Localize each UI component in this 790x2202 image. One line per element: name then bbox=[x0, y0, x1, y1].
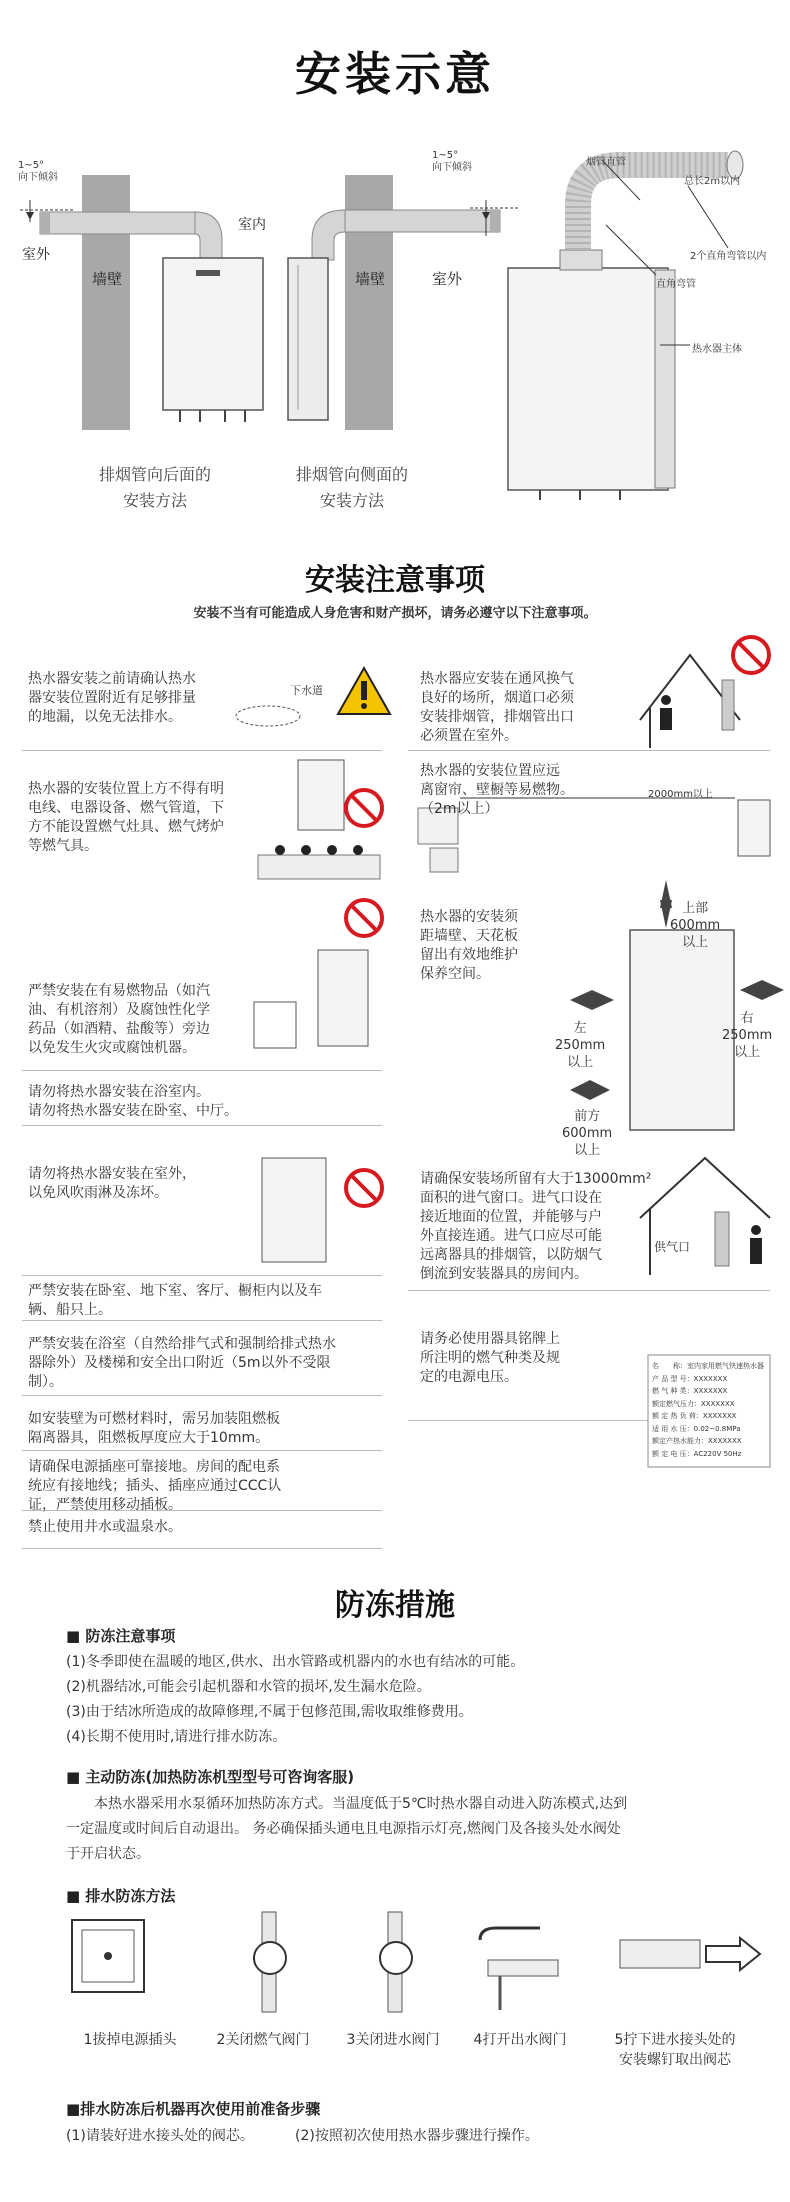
indoor-label: 室内 bbox=[238, 217, 266, 233]
precaution-stairs: 严禁安装在浴室（自然给排气式和强制给排式热水 器除外）及楼梯和安全出口附近（5m以外不受限 制）。 bbox=[28, 1336, 336, 1390]
step-unplug: 1拔掉电源插头 bbox=[83, 2032, 177, 2048]
clearance-left: 左 250mm 以上 bbox=[555, 1021, 606, 1070]
wall-label-middle: 墙壁 bbox=[355, 270, 386, 288]
step-open-outlet: 4打开出水阀门 bbox=[473, 2032, 567, 2048]
precaution-combustible-wall: 如安装壁为可燃材料时，需另加装阻燃板 隔离器具，阻燃板厚度应大于10mm。 bbox=[28, 1411, 280, 1446]
caption-side: 排烟管向侧面的 安装方法 bbox=[295, 465, 408, 510]
total-length-label: 总长2m以内 bbox=[684, 176, 741, 187]
distance-label: 2000mm以上 bbox=[648, 789, 713, 800]
section-reuse-steps: ■排水防冻后机器再次使用前准备步骤 bbox=[66, 2100, 321, 2118]
section-drain-method: ■ 排水防冻方法 bbox=[66, 1887, 176, 1905]
antifreeze-title: 防冻措施 bbox=[335, 1588, 455, 1623]
precaution-grounding: 请确保电源插座可靠接地。房间的配电系 统应有接地线；插头、插座应通过CCC认 证，严禁使用移动插板。 bbox=[28, 1459, 282, 1513]
precaution-drain: 热水器安装之前请确认热水 器安装位置附近有足够排量 的地漏，以免无法排水。 bbox=[28, 671, 196, 725]
precaution-curtain: 热水器的安装位置应远 离窗帘、壁橱等易燃物。 （2m以上） bbox=[420, 763, 574, 817]
precaution-gas-type: 请务必使用器具铭牌上 所注明的燃气种类及规 定的电源电压。 bbox=[420, 1331, 560, 1385]
section-active-antifreeze: ■ 主动防冻(加热防冻机型型号可咨询客服) bbox=[66, 1768, 355, 1786]
wall-label-left: 墙壁 bbox=[92, 270, 123, 288]
intake-label: 供气口 bbox=[654, 1240, 691, 1254]
precaution-bathroom: 请勿将热水器安装在浴室内。 请勿将热水器安装在卧室、中厅。 bbox=[28, 1084, 238, 1119]
step-remove-core: 5拧下进水接头处的 安装螺钉取出阀芯 bbox=[614, 2032, 736, 2068]
precautions-subtitle: 安装不当有可能造成人身危害和财产损坏，请务必遵守以下注意事项。 bbox=[193, 606, 597, 621]
tilt-label-left: 1~5° 向下倾斜 bbox=[18, 160, 58, 183]
reuse-step-2: (2)按照初次使用热水器步骤进行操作。 bbox=[295, 2128, 539, 2144]
elbow-label: 直角弯管 bbox=[656, 279, 696, 290]
nameplate: 名 称：室内家用燃气快速热水器 产 品 型 号：XXXXXXX 燃 气 种 类：XXXXXXX 额定燃气压力：XXXXXXX 额 定 热 负 荷：XXXXXXX 适 用 水 压：0.02~0.8MPa 额定产热水能力：XXXXXXX 额 定 电 压：AC220V 50Hz bbox=[652, 1362, 764, 1458]
precaution-bedroom: 严禁安装在卧室、地下室、客厅、橱柜内以及车 辆、船只上。 bbox=[28, 1283, 322, 1318]
tilt-label-middle: 1~5° 向下倾斜 bbox=[432, 150, 472, 173]
clearance-right: 右 250mm 以上 bbox=[722, 1011, 773, 1060]
caption-rear: 排烟管向后面的 安装方法 bbox=[98, 465, 211, 510]
outdoor-label-left: 室外 bbox=[22, 247, 50, 263]
elbows-label: 2个直角弯管以内 bbox=[690, 251, 767, 262]
clearance-top: 上部 600mm 以上 bbox=[670, 901, 721, 950]
precaution-above-below: 热水器的安装位置上方不得有明 电线、电器设备、燃气管道，下 方不能设置燃气灶具、燃气烤炉 等燃气具。 bbox=[28, 781, 224, 854]
active-antifreeze-text: 本热水器采用水泵循环加热防冻方式。当温度低于5℃时热水器自动进入防冻模式,达到 一定温度或时间后自动退出。 务必确保插头通电且电源指示灯亮,燃阀门及各接头处水阀处 于开启状态。 bbox=[66, 1796, 628, 1862]
clearance-front: 前方 600mm 以上 bbox=[562, 1109, 613, 1158]
step-close-inlet: 3关闭进水阀门 bbox=[346, 2032, 440, 2048]
step-close-gas: 2关闭燃气阀门 bbox=[216, 2032, 310, 2048]
antifreeze-notes-list: (1)冬季即使在温暖的地区,供水、出水管路或机器内的水也有结冰的可能。 (2)机器结冰,可能会引起机器和水管的损坏,发生漏水危险。 (3)由于结冰所造成的故障修理,不属于包修范围,需收取维修费用。 (4)长期不使用时,请进行排水防冻。 bbox=[66, 1654, 525, 1745]
section-antifreeze-notes: ■ 防冻注意事项 bbox=[66, 1627, 176, 1645]
outdoor-label-middle: 室外 bbox=[432, 270, 463, 288]
precaution-flammables: 严禁安装在有易燃物品（如汽 油、有机溶剂）及腐蚀性化学 药品（如酒精、盐酸等）旁边 以免发生火灾或腐蚀机器。 bbox=[28, 983, 210, 1056]
precaution-outdoor: 请勿将热水器安装在室外， 以免风吹雨淋及冻坏。 bbox=[28, 1166, 196, 1201]
reuse-step-1: (1)请装好进水接头处的阀芯。 bbox=[66, 2128, 254, 2144]
page-title: 安装示意 bbox=[295, 47, 495, 101]
precaution-well-water: 禁止使用井水或温泉水。 bbox=[28, 1519, 182, 1535]
precautions-title: 安装注意事项 bbox=[305, 563, 485, 598]
precaution-ventilation: 热水器应安装在通风换气 良好的场所，烟道口必须 安装排烟管，排烟管出口 必须置在室外。 bbox=[420, 671, 574, 744]
drain-label: 下水道 bbox=[290, 684, 323, 697]
precaution-air-intake: 请确保安装场所留有大于13000mm² 面积的进气窗口。进气口设在 接近地面的位置，并能够与户 外直接连通。进气口应尽可能 远离器具的排烟管，以防烟气 倒流到安装器具的房间内。 bbox=[420, 1171, 652, 1282]
precaution-clearance: 热水器的安装须 距墙壁、天花板 留出有效地维护 保养空间。 bbox=[420, 909, 518, 982]
main-body-label: 热水器主体 bbox=[692, 344, 742, 355]
straight-pipe-label: 烟管直管 bbox=[586, 157, 626, 168]
